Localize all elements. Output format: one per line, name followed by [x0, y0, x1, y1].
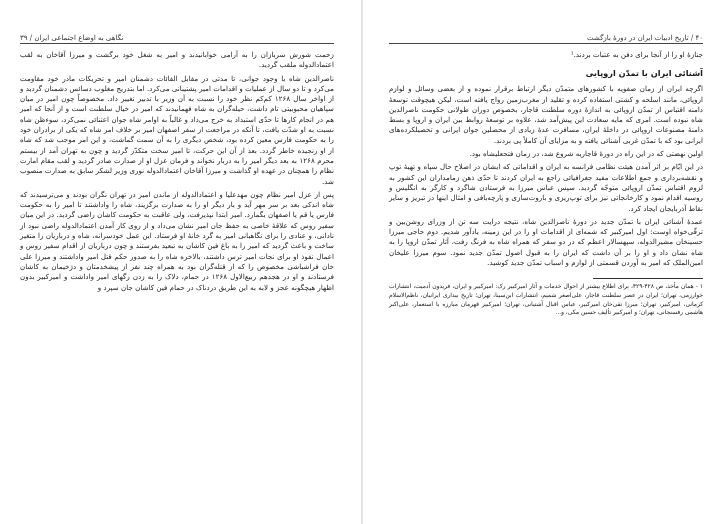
right-paragraph-5: عمدهٔ آشنائی ایران با تمدّن جدید در دورهٔ ناصرالدین شاه، نتیجه درایت سه تن از وزرای روشن‌بین و ترقّی‌خواه اوست: اول امیرکبیر که شمه‌ای از اقدامات او را در این زمینه، یادآور شدیم. دوم حاجی میرزا حسینخان مشیرالدوله، سپهسالار اعظم که در دو سفر که همراه شاه به فرنگ رفت، آثار تمدّن اروپا را به شاه نشان داد و او را بر آن داشت که ایران را به قبول اصول تمدّن جدید نمود. سوم میرزا علیخان امین‌الملک که امیر به آوردن قسمتی از لوازم و اسباب تمدّن جدید کوشید. [389, 216, 703, 268]
left-page-body [20, 50, 334, 293]
footnote: ۱ - همان مأخذ، ص ۴۲۸-۴۲۹، برای اطلاع بیشتر از احوال خدمات و آثار امیرکبیر رک: امیرکبیر و ایران، فریدون آدمیت، انتشارات خوارزمی، تهران؛ ایران در عصر سلطنت قاجار، علی‌اصغر شمیم، انتشارات ابن‌سینا، تهران؛ تاریخ بیداری ایرانیان، ناظم‌الاسلام کرمانی، امیرکبیر، تهران؛ میرزا تقی‌خان امیرکبیر، عباس اقبال آشتیانی، تهران؛ امیرکبیر قهرمان مبارزه با استعمار، علی‌اکبر هاشمی رفسنجانی، تهران؛ و امیرکبیر تألیف حسین مکی، و... [389, 284, 703, 317]
right-paragraph-1: جنازهٔ او را از آنجا برای دفن به عتبات بردند.¹ [570, 50, 703, 59]
left-page [0, 0, 362, 524]
right-paragraph-4: در این ایّام بر اثر آمدن هیئت نظامی فرانسه به ایران و اقداماتی که ایشان در اصلاح حال سپاه و تهیهٔ توپ و نقشه‌برداری و جمع اطلاعات مفید جغرافیائی راجع به ایران کردند تا حدّی ذهن زمامداران این کشور به لزوم اقتباس تمدّن اروپائی متوجّه گردید. سپس عباس میرزا به فرستادن شاگرد و کارگر به انگلیس و روسیه اقدام نمود و کارخانجاتی نیز برای توپ‌ریزی و باروت‌سازی و پارچه‌بافی و امثال اینها در تبریز و سایر نقاط آذربایجان ایجاد کرد. [389, 162, 703, 213]
section-heading: آشنائی ایران با تمدّن اروپایی [585, 68, 703, 79]
right-page-header: ۴۰ / تاریخ ادبیات ایران در دورهٔ بازگشت [389, 34, 703, 44]
right-page [363, 0, 725, 524]
right-paragraph-3: اولین نهضتی که در این راه در دورهٔ قاجاریه شروع شد، در زمان فتحعلیشاه بود. [469, 149, 703, 159]
left-paragraph-2: ناصرالدین شاه با وجود جوانی، تا مدتی در مقابل القائات دشمنان امیر و تحریکات مادر خود مقاومت می‌کرد و تا دو سال از عملیات و اقدامات امیر پشتیبانی می‌کرد. اما بتدریج مغلوب دسائس دشمنان گردید و از اواخر سال ۱۲۶۸ کم‌کم نظر خود را نسبت به آن وزیر با تدبیر تغییر داد. مخصوصاً چون امیر در میان سپاهیان محبوبیتی تام داشت، حیله‌گران به شاه فهمانیدند که امیر در خیال سلطنت است و از آنجا که امیر هم در انجام کارها تا حدّی استبداد به خرج می‌داد و غالباً به اوامر شاه جوان اعتنائی نمی‌کرد، سوءظن شاه نسبت به او شدّت یافت، تا آنکه در مراجعت از سفر اصفهان امیر بر خلاف امر شاه که یکی از برادران خود را به حکومت فارس معین کرده بود، شخص دیگری را به آن سمت گماشت، و این امر موجب شد که شاه از او رنجیده خاطر گردد. بعد از آن این حرکت، تا امیر سخت متکدّر گردید و چون به تهران آمد از بیستم محرم ۱۲۶۸ به بعد دیگر امیر را به دربار نخواند و فرمان عزل او از صدارت صادر گردید و لقب مقام امارت نظام را همچنان در عهده او گذاشت و میرزا آقاخان اعتمادالدوله نوری وزیر لشکر سابق به صدارت منصوب شد. [20, 73, 335, 186]
footnote-rule [593, 278, 703, 279]
left-paragraph-1: زحمت شورش سربازان را به آرامی خوابانیدند و امیر به شغل خود برگشت و میرزا آقاخان به لقب اعتمادالدوله ملقب گردید. [20, 50, 334, 70]
right-page-body [389, 50, 703, 318]
left-page-header: نگاهی به اوضاع اجتماعی ایران / ۳۹ [20, 34, 334, 44]
left-paragraph-3: پس از عزل امیر نظام چون مهدعلیا و اعتمادالدوله از ماندن امیر در تهران نگران بودند و می‌ترسیدند که شاه اندکی بعد بر سر مهر آید و بار دیگر او را به صدارت برگزیند، شاه را واداشتند تا امیر را به حکومت فارس یا قم یا اصفهان بگمارد. امیر ابتدا نپذیرفت، ولی عاقبت به حکومت کاشان راضی گردید. در این میان سفیر روس که علاقهٔ خاصی به حفظ جان امیر نشان می‌داد و از روی کار آمدن اعتمادالدوله راضی نبود از نادانی، و عنادی را برای نگاهبانی امیر به گرد خانهٔ او فرستاد. این عمل خودسرانه، شاه و درباریان را متغیر ساخت و باعث گردید که امیر را به باغ فین کاشان به تبعید بفرستند و چون درباریان از اقدام سفیر روس و اعمال نفوذ او برای نجات امیر ترس داشتند، بالاخره شاه را به صدور حکم قتل امیر واداشتند و میرزا علی خان فراشباشی مخصوص را که از قتله‌گران بود به همراه چند نفر از پیشخدمتان و دژخیمان به کاشان فرستادند و او در هجدهم ربیع‌الاول ۱۲۶۸ در حمام، دلاک را به زدن رگهای امیر واداشت و امیرکبیر بدون اظهار هیچگونه عجز و لابه به این طریق دردناک در حمام فین کاشان جان سپرد و [20, 189, 334, 292]
right-paragraph-2: اگرچه ایران از زمان صفویه با کشورهای متمدّن دیگر ارتباط برقرار نموده و از بعضی وسائل و لوازم اروپائی، مانند اسلحه و کشتی استفاده کرده و تقلید از مغرب‌زمین رواج یافته است، لیکن هیچوقت توسعهٔ دامنه اقتباس از تمدّن اروپائی به اندازهٔ دوره سلطنت قاجار، بخصوص دوران طولانی حکومت ناصرالدین شاه نبوده است. امری که مایه سعادت این پیش‌آمد شد، علاوه بر توسعهٔ روابط بین ایران و اروپا و بسط دامنهٔ مصنوعات اروپائی در داخلهٔ ایران، مسافرت عدهٔ زیادی از محصلین جوان ایرانی و تحصیلکرده‌های ایرانی بود که با تمدّن غربی آشنائی یافته و به مزایای آن کاملاً پی بردند. [389, 84, 703, 145]
